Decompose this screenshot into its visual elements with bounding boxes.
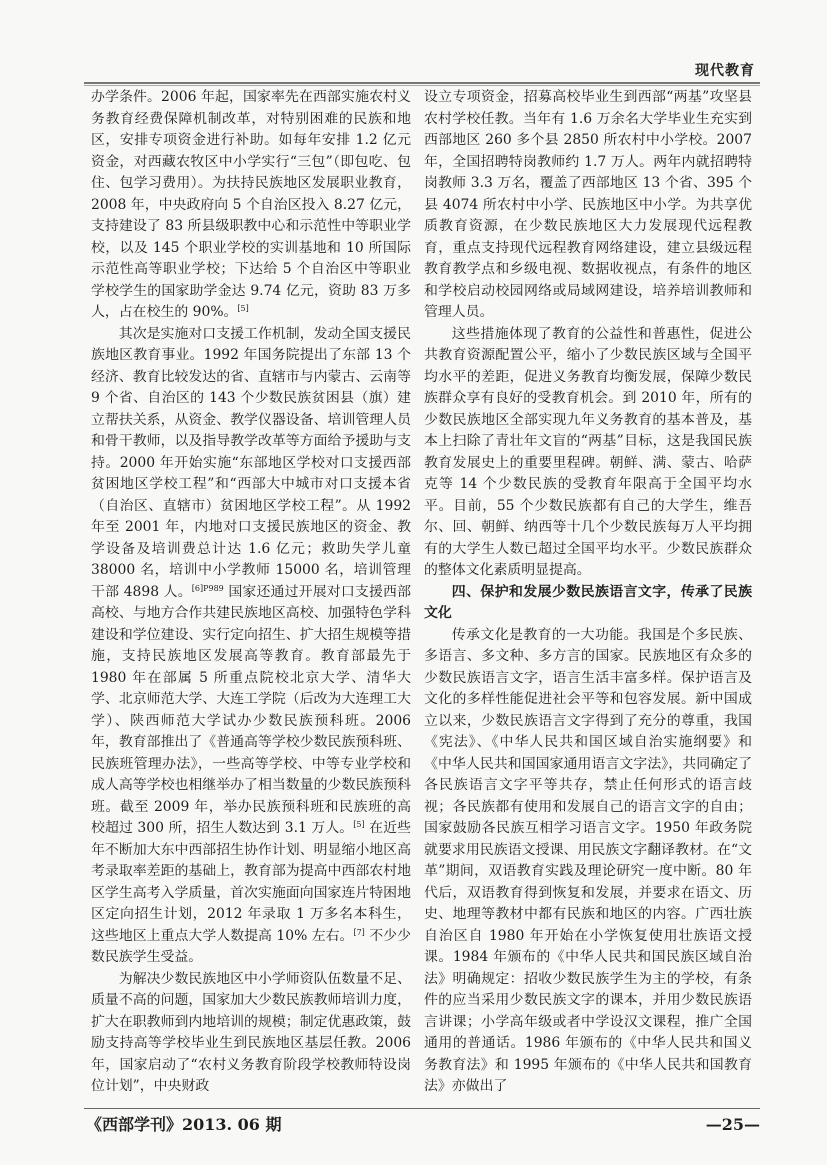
article-body <box>84 87 760 1098</box>
paragraph-text: 传承文化是教育的一大功能。我国是个多民族、多语言、多文种、多方言的国家。民族地区有众多的少数民族语言文字，语言生活丰富多样。保护语言及文化的多样性能促进社会平等和包容发展。新中国成立以来，少数民族语言文字得到了充分的尊重，我国《宪法》、《中华人民共和国区域自治实施纲要》和《中华人民共和国国家通用语言文字法》，共同确定了各民族语言文字平等共存，禁止任何形式的语言歧视；各民族都有使用和发展自己的语言文字的自由；国家鼓励各民族互相学习语言文字。1950 年政务院就要求用民族语文授课、用民族文字翻译教材。在“文革”期间，双语教育实践及理论研究一度中断。80 年代后，双语教育得到恢复和发展，并要求在语文、历史、地理等教材中都有民族和地区的内容。广西壮族自治区自 1980 年开始在小学恢复使用壮族语文授课。1984 年颁布的《中华人民共和国民族区域自治法》明确规定：招收少数民族学生为主的学校，有条件的应当采用少数民族文字的课本，并用少数民族语言讲课；小学高年级或者中学设汉文课程，推广全国通用的普通话。1986 年颁布的《中华人民共和国义务教育法》和 1995 年颁布的《中华人民共和国教育法》亦做出了 <box>424 626 752 1094</box>
footer-journal: 《西部学刊》2013. 06 期 <box>86 1114 282 1134</box>
paragraph-text: 在近些年不断加大东中西部招生协作计划、明显缩小地区高考录取率差距的基础上，教育部为提高中西部农村地区学生高考入学质量，首次实施面向国家连片特困地区定向招生计划，2012 年录取 1 万多名本科生，这些地区上重点大学人数提高 10% 左右。 <box>91 820 411 944</box>
citation-ref: [5] <box>237 304 249 313</box>
footer-rule <box>84 1108 760 1109</box>
running-head-section: 现代教育 <box>695 63 755 79</box>
paragraph-text: 不少少数民族学生受益。 <box>91 927 411 965</box>
left-column <box>91 87 411 1098</box>
paragraph <box>91 324 411 969</box>
header-rule <box>84 82 760 86</box>
paragraph-text: 其次是实施对口支援工作机制，发动全国支援民族地区教育事业。1992 年国务院提出了东部 13 个经济、教育比较发达的省、直辖市与内蒙古、云南等 9 个省、自治区的 143 个少数民族贫困县（旗）建立帮扶关系，从资金、教学仪器设备、培训管理人员和骨干教师，以及指导教学改革等方面给予援助与支持。2000 年开始实施“东部地区学校对口支援西部贫困地区学校工程”和“西部大中城市对口支援本省（自治区、直辖市）贫困地区学校工程”。从 1992 年至 2001 年，内地对口支援民族地区的资金、教学设备及培训费总计达 1.6 亿元；救助失学儿童 38000 名，培训中小学教师 15000 名，培训管理干部 4898 人。 <box>91 325 411 600</box>
paragraph <box>424 625 752 1098</box>
paragraph <box>424 87 752 324</box>
paragraph-text: 为解决少数民族地区中小学师资队伍数量不足、质量不高的问题，国家加大少数民族教师培训力度，扩大在职教师到内地培训的规模；制定优惠政策，鼓励支持高等学校毕业生到民族地区基层任教。2006 年，国家启动了“农村义务教育阶段学校教师特设岗位计划”，中央财政 <box>91 970 411 1094</box>
paragraph-text: 这些措施体现了教育的公益性和普惠性，促进公共教育资源配置公平，缩小了少数民族区域与全国平均水平的差距，促进义务教育均衡发展，保障少数民族群众享有良好的受教育机会。到 2010 年，所有的少数民族地区全部实现九年义务教育的基本普及，基本上扫除了青壮年文盲的“两基”目标，这是我国民族教育发展史上的重要里程碑。朝鲜、满、蒙古、哈萨克等 14 个少数民族的受教育年限高于全国平均水平。目前，55 个少数民族都有自己的大学生，维吾尔、回、朝鲜、纳西等十几个少数民族每万人平均拥有的大学生人数已超过全国平均水平。少数民族群众的整体文化素质明显提高。 <box>424 325 752 578</box>
section-heading: 四、保护和发展少数民族语言文字，传承了民族文化 <box>424 583 752 621</box>
citation-ref: [5] <box>353 820 365 829</box>
paragraph <box>91 87 411 324</box>
page-number: —25— <box>705 1114 760 1134</box>
right-column <box>424 87 752 1098</box>
paragraph-text: 国家还通过开展对口支援西部高校、与地方合作共建民族地区高校、加强特色学科建设和学位建设、实行定向招生、扩大招生规模等措施，支持民族地区发展高等教育。教育部最先于 1980 年在部属 5 所重点院校北京大学、清华大学、北京师范大学、大连工学院（后改为大连理工大学）、陕西师范大学试办少数民族预科班。2006 年，教育部推出了《普通高等学校少数民族预科班、民族班管理办法》，一些高等学校、中等专业学校和成人高等学校也相继举办了相当数量的少数民族预科班。截至 2009 年，举办民族预科班和民族班的高校超过 300 所，招生人数达到 3.1 万人。 <box>91 583 411 836</box>
citation-ref: [7] <box>353 927 365 937</box>
citation-ref: [6]P989 <box>191 583 224 593</box>
footer <box>84 1115 760 1135</box>
paragraph <box>91 969 411 1098</box>
paragraph <box>424 324 752 582</box>
paragraph-text: 办学条件。2006 年起，国家率先在西部实施农村义务教育经费保障机制改革，对特别困难的民族和地区，安排专项资金进行补助。如每年安排 1.2 亿元资金，对西藏农牧区中小学实行“三包”（即包吃、包住、包学习费用）。为扶持民族地区发展职业教育，2008 年，中央政府向 5 个自治区投入 8.27 亿元，支持建设了 83 所县级职教中心和示范性中等职业学校，以及 145 个职业学校的实训基地和 10 所国际示范性高等职业学校；下达给 5 个自治区中等职业学校学生的国家助学金达 9.74 亿元，资助 83 万多人，占在校生的 90%。 <box>91 89 411 320</box>
paragraph-text: 设立专项资金，招募高校毕业生到西部“两基”攻坚县农村学校任教。当年有 1.6 万余名大学毕业生充实到西部地区 260 多个县 2850 所农村中小学校。2007 年，全国招聘特岗教师约 1.7 万人。两年内就招聘特岗教师 3.3 万名，覆盖了西部地区 13 个省、395 个县 4074 所农村中小学、民族地区中小学。为共享优质教育资源，在少数民族地区大力发展现代远程教育，重点支持现代远程教育网络建设，建立县级远程教育教学点和乡级电视、数据收视点，有条件的地区和学校启动校园网络或局域网建设，培养培训教师和管理人员。 <box>424 89 752 320</box>
